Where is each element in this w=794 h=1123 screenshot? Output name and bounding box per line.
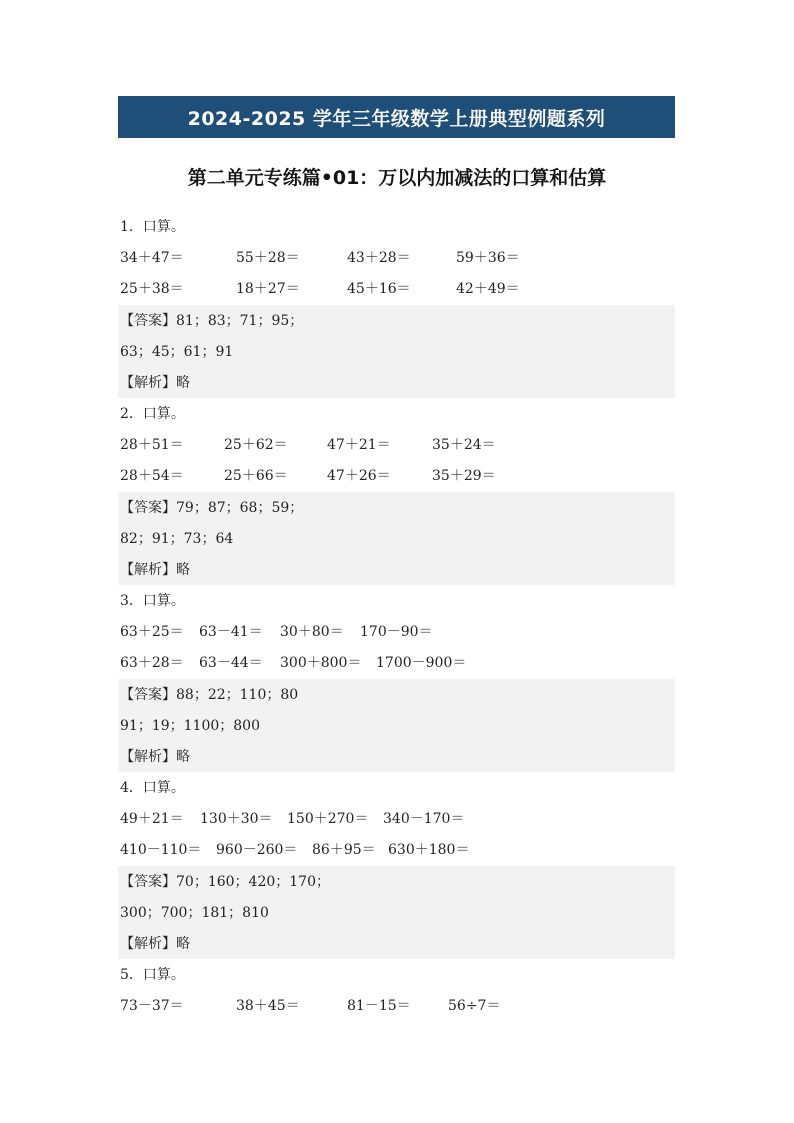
problem-item: 86＋95＝ bbox=[312, 842, 376, 858]
problem-item: 47＋21＝ bbox=[327, 437, 391, 453]
answer-line: 【答案】81；83；71；95； bbox=[120, 313, 304, 329]
answer-line: 【答案】88；22；110；80 bbox=[120, 687, 299, 703]
problem-item: 63－41＝ bbox=[199, 624, 263, 640]
problem-item: 35＋24＝ bbox=[432, 437, 496, 453]
analysis-block bbox=[118, 367, 675, 398]
answer-block bbox=[118, 710, 675, 741]
problem-item: 63－44＝ bbox=[199, 655, 263, 671]
problem-item: 55＋28＝ bbox=[236, 250, 300, 266]
analysis-block bbox=[118, 928, 675, 959]
problem-item: 63＋25＝ bbox=[120, 624, 184, 640]
problem-item: 47＋26＝ bbox=[327, 468, 391, 484]
problem-item: 59＋36＝ bbox=[456, 250, 520, 266]
problem-item: 30＋80＝ bbox=[280, 624, 344, 640]
answer-block bbox=[118, 336, 675, 367]
problem-item: 130＋30＝ bbox=[200, 811, 273, 827]
problem-item: 340－170＝ bbox=[383, 811, 465, 827]
answer-block bbox=[118, 523, 675, 554]
answer-line: 【答案】70；160；420；170； bbox=[120, 874, 330, 890]
analysis-block bbox=[118, 741, 675, 772]
answer-block bbox=[118, 679, 675, 710]
answer-block bbox=[118, 897, 675, 928]
problem-item: 170－90＝ bbox=[360, 624, 433, 640]
problem-item: 43＋28＝ bbox=[347, 250, 411, 266]
document-banner bbox=[118, 96, 675, 138]
question-heading: 1．口算。 bbox=[120, 219, 185, 235]
answer-line: 63；45；61；91 bbox=[120, 344, 234, 360]
question-heading: 5．口算。 bbox=[120, 967, 185, 983]
problem-item: 28＋51＝ bbox=[120, 437, 184, 453]
problem-item: 49＋21＝ bbox=[120, 811, 184, 827]
problem-item: 42＋49＝ bbox=[456, 281, 520, 297]
problem-item: 1700－900＝ bbox=[376, 655, 467, 671]
answer-line: 300；700；181；810 bbox=[120, 905, 269, 921]
answer-block bbox=[118, 305, 675, 336]
answer-line: 【答案】79；87；68；59； bbox=[120, 500, 304, 516]
problem-item: 38＋45＝ bbox=[236, 998, 300, 1014]
problem-item: 35＋29＝ bbox=[432, 468, 496, 484]
problem-item: 45＋16＝ bbox=[347, 281, 411, 297]
problem-item: 28＋54＝ bbox=[120, 468, 184, 484]
problem-item: 73－37＝ bbox=[120, 998, 184, 1014]
problem-item: 25＋62＝ bbox=[224, 437, 288, 453]
problem-item: 25＋38＝ bbox=[120, 281, 184, 297]
problem-item: 300＋800＝ bbox=[280, 655, 362, 671]
analysis-line: 【解析】略 bbox=[120, 749, 190, 765]
page-subtitle: 第二单元专练篇•01：万以内加减法的口算和估算 bbox=[187, 167, 607, 189]
banner-title: 2024-2025 学年三年级数学上册典型例题系列 bbox=[187, 107, 606, 130]
answer-line: 82；91；73；64 bbox=[120, 531, 234, 547]
analysis-line: 【解析】略 bbox=[120, 375, 190, 391]
problem-item: 18＋27＝ bbox=[236, 281, 300, 297]
answer-block bbox=[118, 492, 675, 523]
analysis-block bbox=[118, 554, 675, 585]
answer-block bbox=[118, 866, 675, 897]
problem-item: 25＋66＝ bbox=[224, 468, 288, 484]
problem-item: 410－110＝ bbox=[120, 842, 202, 858]
question-heading: 4．口算。 bbox=[120, 780, 185, 796]
problem-item: 630＋180＝ bbox=[388, 842, 470, 858]
analysis-line: 【解析】略 bbox=[120, 562, 190, 578]
problem-item: 81－15＝ bbox=[347, 998, 411, 1014]
answer-line: 91；19；1100；800 bbox=[120, 718, 260, 734]
problem-item: 63＋28＝ bbox=[120, 655, 184, 671]
question-heading: 2．口算。 bbox=[120, 406, 185, 422]
problem-item: 56÷7＝ bbox=[448, 998, 501, 1014]
problem-item: 150＋270＝ bbox=[287, 811, 369, 827]
problem-item: 34＋47＝ bbox=[120, 250, 184, 266]
analysis-line: 【解析】略 bbox=[120, 936, 190, 952]
problem-item: 960－260＝ bbox=[216, 842, 298, 858]
question-heading: 3．口算。 bbox=[120, 593, 185, 609]
